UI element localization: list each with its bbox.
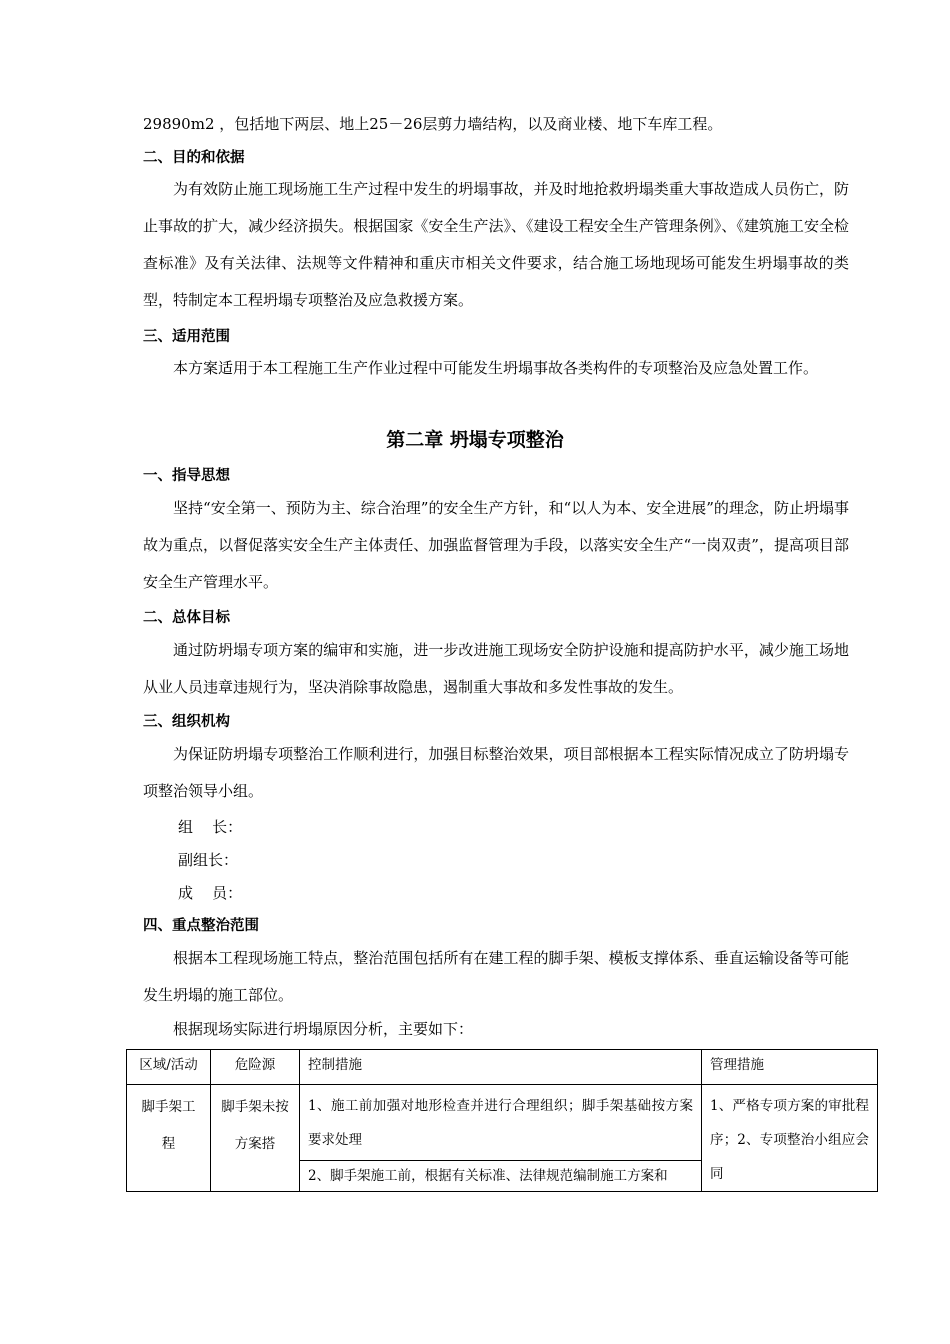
cell-control-2 bbox=[300, 1161, 702, 1192]
control-text-2: 2、脚手架施工前，根据有关标准、法律规范编制施工方案和 bbox=[308, 1168, 668, 1184]
paragraph-organization: 为保证防坍塌专项整治工作顺利进行，加强目标整治效果，项目部根据本工程实际情况成立了防坍塌专项整治领导小组。 bbox=[143, 745, 849, 800]
intro-tail-text: 29890m2 ，包括地下两层、地上25－26层剪力墙结构，以及商业楼、地下车库工程。 bbox=[143, 115, 723, 133]
paragraph-guiding: 坚持“安全第一、预防为主、综合治理”的安全生产方针，和“以人为本、安全进展”的理念，防止坍塌事故为重点，以督促落实安全生产主体责任、加强监督管理为手段，以落实安全生产“一岗双责”，提高项目部安全生产管理水平。 bbox=[143, 499, 849, 591]
cell-hazard: 脚手架未按方案搭 bbox=[211, 1085, 300, 1192]
header-control: 控制措施 bbox=[300, 1050, 702, 1085]
paragraph-focus-scope: 根据本工程现场施工特点，整治范围包括所有在建工程的脚手架、模板支撑体系、垂直运输设备等可能发生坍塌的施工部位。 bbox=[143, 949, 849, 1004]
paragraph-goal: 通过防坍塌专项方案的编审和实施，进一步改进施工现场安全防护设施和提高防护水平，减少施工场地从业人员违章违规行为，坚决消除事故隐患，遏制重大事故和多发性事故的发生。 bbox=[143, 641, 849, 696]
cell-management: 1、严格专项方案的审批程序；2、专项整治小组应会同 bbox=[702, 1085, 878, 1192]
section-heading-scope: 三、适用范围 bbox=[143, 329, 230, 345]
section-heading-goal: 二、总体目标 bbox=[143, 610, 230, 626]
section-heading-guiding: 一、指导思想 bbox=[143, 468, 230, 484]
analysis-intro: 根据现场实际进行坍塌原因分析，主要如下： bbox=[173, 1020, 474, 1038]
control-text-1: 1、施工前加强对地形检查并进行合理组织；脚手架基础按方案要求处理 bbox=[308, 1098, 693, 1148]
section-heading-organization: 三、组织机构 bbox=[143, 714, 230, 730]
section-heading-purpose: 二、目的和依据 bbox=[143, 150, 245, 166]
header-area: 区域/活动 bbox=[127, 1050, 211, 1085]
paragraph-purpose: 为有效防止施工现场施工生产过程中发生的坍塌事故，并及时地抢救坍塌类重大事故造成人员伤亡，防止事故的扩大，减少经济损失。根据国家《安全生产法》、《建设工程安全生产管理条例》、《建筑施工安全检查标准》及有关法律、法规等文件精神和重庆市相关文件要求，结合施工场地现场可能发生坍塌事故的类型，特制定本工程坍塌专项整治及应急救援方案。 bbox=[143, 180, 849, 309]
member-leader: 组 长： bbox=[178, 818, 243, 836]
table-header-row bbox=[127, 1050, 878, 1085]
cell-area: 脚手架工程 bbox=[127, 1085, 211, 1192]
header-hazard: 危险源 bbox=[211, 1050, 300, 1085]
table-row bbox=[127, 1085, 878, 1161]
member-staff: 成 员： bbox=[178, 884, 243, 902]
risk-analysis-table bbox=[126, 1049, 878, 1192]
chapter-title: 第二章 坍塌专项整治 bbox=[386, 429, 564, 451]
section-heading-focus-scope: 四、重点整治范围 bbox=[143, 918, 259, 934]
cell-control-1 bbox=[300, 1085, 702, 1161]
member-deputy: 副组长： bbox=[178, 851, 239, 869]
paragraph-scope: 本方案适用于本工程施工生产作业过程中可能发生坍塌事故各类构件的专项整治及应急处置工作。 bbox=[173, 359, 819, 377]
header-management: 管理措施 bbox=[702, 1050, 878, 1085]
